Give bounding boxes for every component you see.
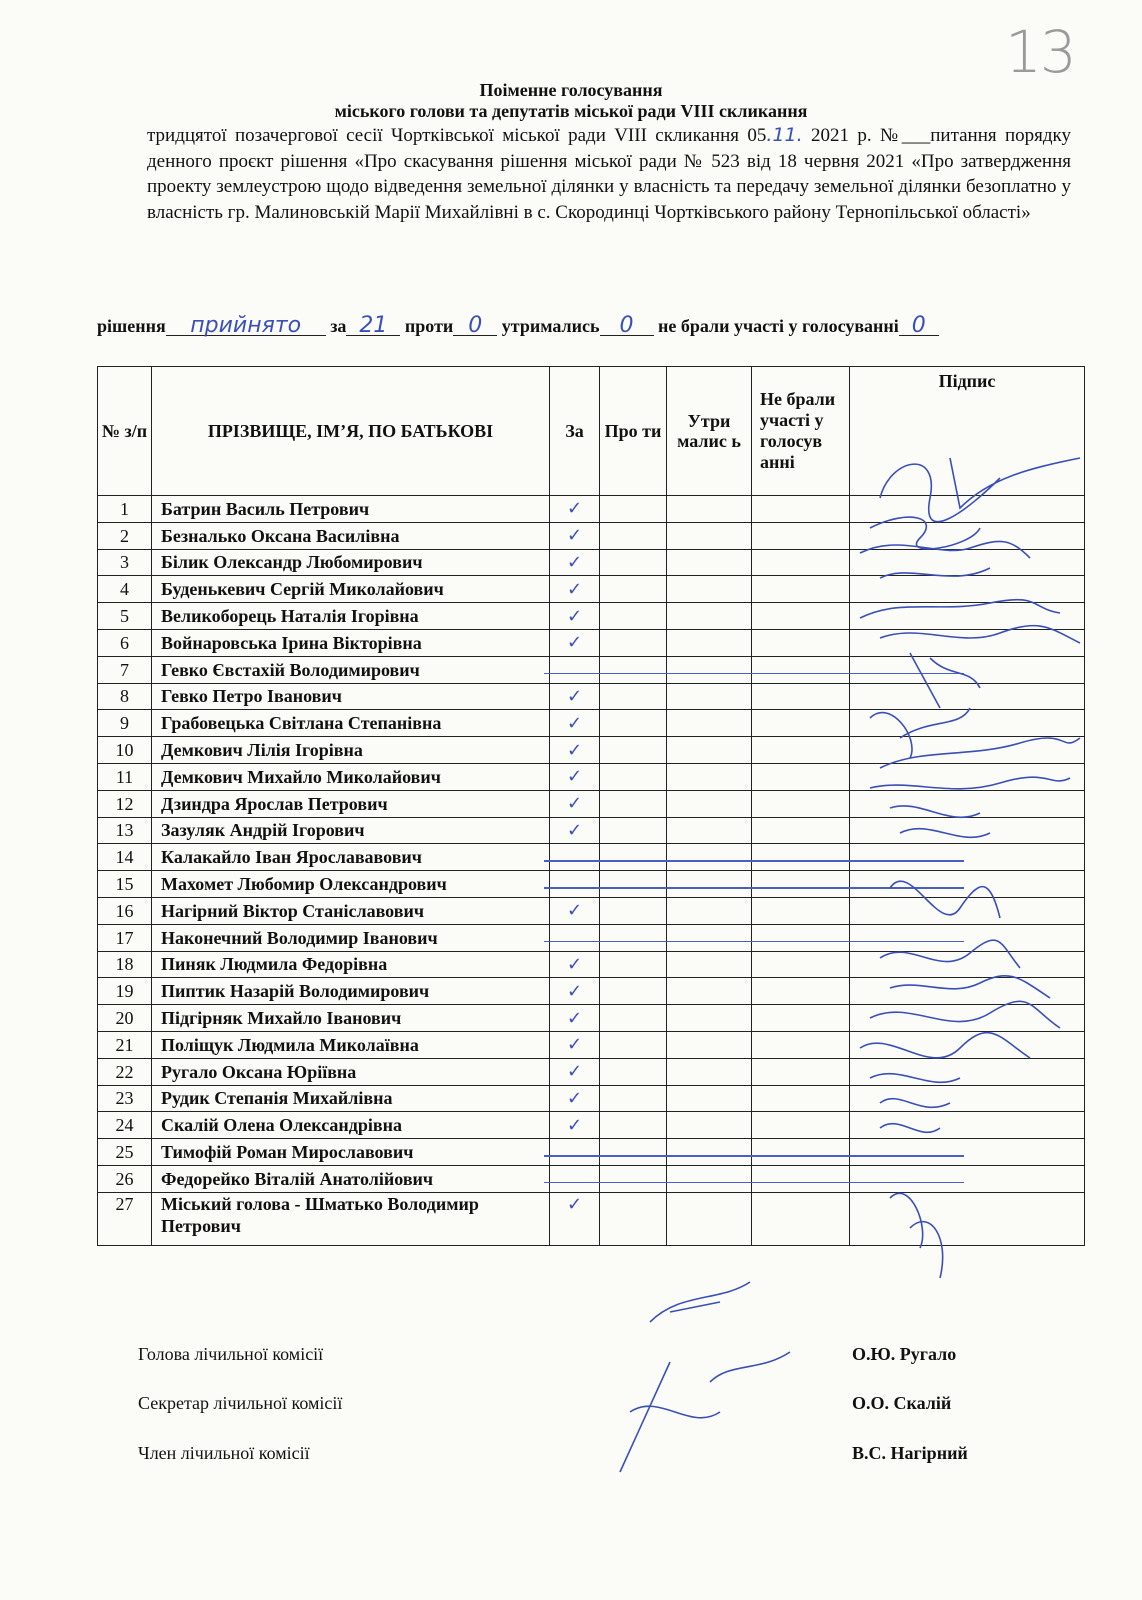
- vote-against-cell: [600, 844, 667, 871]
- vote-against-cell: [600, 1005, 667, 1032]
- row-number: 2: [98, 522, 152, 549]
- not-voted-cell: [752, 951, 850, 978]
- not-voted-cell: [752, 737, 850, 764]
- vote-against-cell: [600, 1085, 667, 1112]
- not-voted-cell: [752, 790, 850, 817]
- commission-chair-row: [138, 1344, 957, 1365]
- member-signature: [620, 1362, 720, 1472]
- not-voted-cell: [752, 978, 850, 1005]
- vote-against-cell: [600, 978, 667, 1005]
- deputy-name: Скалій Олена Олександрівна: [152, 1112, 550, 1139]
- not-voted-cell: [752, 1085, 850, 1112]
- deputy-name: Пиптик Назарій Володимирович: [152, 978, 550, 1005]
- vote-check-mark: ✓: [566, 793, 583, 815]
- vote-for-cell: [550, 1139, 600, 1166]
- row-number: 22: [98, 1058, 152, 1085]
- abstained-cell: [667, 951, 752, 978]
- vote-check-mark: ✓: [566, 766, 583, 788]
- vote-against-cell: [600, 522, 667, 549]
- vote-for-cell: [550, 656, 600, 683]
- not-voted-cell: [752, 763, 850, 790]
- commission-signatures: [600, 1262, 840, 1482]
- signature-18: [880, 940, 1020, 968]
- decision-summary: [97, 313, 1077, 338]
- col-header-abstained: Утри малис ь: [667, 367, 752, 496]
- deputy-name: Безналько Оксана Василівна: [152, 522, 550, 549]
- secretary-label: Секретар лічильної комісії: [138, 1393, 343, 1413]
- abstained-cell: [667, 844, 752, 871]
- row-number: 21: [98, 1031, 152, 1058]
- row-number: 27: [98, 1192, 152, 1245]
- deputy-name: Підгірняк Михайло Іванович: [152, 1005, 550, 1032]
- vote-for-cell: [550, 549, 600, 576]
- deputy-name: Наконечний Володимир Іванович: [152, 924, 550, 951]
- not-voted-cell: [752, 897, 850, 924]
- row-number: 19: [98, 978, 152, 1005]
- vote-against-cell: [600, 1165, 667, 1192]
- vote-check-mark: ✓: [566, 578, 583, 600]
- signature-20: [870, 1001, 1060, 1028]
- secretary-signature: [710, 1352, 790, 1382]
- signature-6: [880, 626, 1080, 643]
- row-number: 3: [98, 549, 152, 576]
- secretary-name: О.О. Скалій: [852, 1393, 952, 1413]
- row-number: 12: [98, 790, 152, 817]
- deputy-name: Демкович Михайло Миколайович: [152, 763, 550, 790]
- not-voted-value: 0: [911, 313, 926, 338]
- row-number: 13: [98, 817, 152, 844]
- signature-22: [870, 1074, 960, 1083]
- deputy-name: Батрин Василь Петрович: [152, 496, 550, 523]
- vote-against-cell: [600, 549, 667, 576]
- decision-label: рішення: [97, 316, 166, 336]
- row-number: 4: [98, 576, 152, 603]
- vote-check-mark: ✓: [566, 1193, 583, 1215]
- not-voted-cell: [752, 1139, 850, 1166]
- col-header-not-voted: Не брали участі у голосув анні: [752, 367, 850, 496]
- against-value: 0: [468, 313, 483, 338]
- vote-check-mark: ✓: [566, 980, 583, 1002]
- row-number: 11: [98, 763, 152, 790]
- not-voted-cell: [752, 576, 850, 603]
- abstained-cell: [667, 790, 752, 817]
- not-voted-cell: [752, 1005, 850, 1032]
- abstained-cell: [667, 549, 752, 576]
- decision-value: прийнято: [190, 313, 302, 338]
- chair-name: О.Ю. Ругало: [852, 1344, 957, 1364]
- row-number: 7: [98, 656, 152, 683]
- deputy-name: Нагірний Віктор Станіславович: [152, 897, 550, 924]
- deputy-name: Дзиндра Ярослав Петрович: [152, 790, 550, 817]
- not-voted-cell: [752, 1031, 850, 1058]
- vote-for-cell: [550, 817, 600, 844]
- vote-against-cell: [600, 629, 667, 656]
- not-voted-cell: [752, 1058, 850, 1085]
- vote-for-cell: [550, 1085, 600, 1112]
- vote-check-mark: ✓: [566, 739, 583, 761]
- vote-for-cell: [550, 1165, 600, 1192]
- vote-for-cell: [550, 1192, 600, 1245]
- abstained-cell: [667, 1031, 752, 1058]
- row-number: 1: [98, 496, 152, 523]
- chair-signature: [650, 1282, 750, 1322]
- vote-check-mark: ✓: [566, 712, 583, 734]
- not-voted-cell: [752, 496, 850, 523]
- not-voted-cell: [752, 683, 850, 710]
- commission-secretary-row: [138, 1393, 952, 1414]
- abstained-cell: [667, 1139, 752, 1166]
- vote-for-cell: [550, 951, 600, 978]
- vote-against-cell: [600, 897, 667, 924]
- signature-3: [860, 541, 1030, 558]
- row-number: 5: [98, 603, 152, 630]
- vote-for-cell: [550, 683, 600, 710]
- signature-9: [880, 738, 1080, 768]
- deputy-name: Поліщук Людмила Миколаївна: [152, 1031, 550, 1058]
- abstained-cell: [667, 897, 752, 924]
- vote-against-cell: [600, 1139, 667, 1166]
- vote-against-cell: [600, 656, 667, 683]
- vote-for-cell: [550, 978, 600, 1005]
- vote-against-cell: [600, 817, 667, 844]
- deputy-name: Пиняк Людмила Федорівна: [152, 951, 550, 978]
- abstained-cell: [667, 656, 752, 683]
- row-number: 23: [98, 1085, 152, 1112]
- deputy-name: Гевко Євстахій Володимирович: [152, 656, 550, 683]
- abstained-cell: [667, 683, 752, 710]
- vote-against-cell: [600, 790, 667, 817]
- vote-for-cell: [550, 790, 600, 817]
- vote-against-cell: [600, 1192, 667, 1245]
- abstained-cell: [667, 522, 752, 549]
- col-header-for: За: [550, 367, 600, 496]
- page-number: 13: [1005, 18, 1075, 86]
- deputy-name: Буденькевич Сергій Миколайович: [152, 576, 550, 603]
- not-voted-cell: [752, 924, 850, 951]
- abstained-cell: [667, 924, 752, 951]
- not-voted-cell: [752, 844, 850, 871]
- for-value-field: [346, 313, 400, 338]
- not-voted-cell: [752, 629, 850, 656]
- vote-check-mark: ✓: [566, 819, 583, 841]
- row-number: 24: [98, 1112, 152, 1139]
- row-number: 26: [98, 1165, 152, 1192]
- vote-for-cell: [550, 844, 600, 871]
- vote-for-cell: [550, 737, 600, 764]
- vote-check-mark: ✓: [566, 1061, 583, 1083]
- vote-check-mark: ✓: [566, 551, 583, 573]
- vote-for-cell: [550, 603, 600, 630]
- vote-check-mark: ✓: [566, 498, 583, 520]
- row-number: 6: [98, 629, 152, 656]
- vote-against-cell: [600, 763, 667, 790]
- deputy-name: Білик Олександр Любомирович: [152, 549, 550, 576]
- vote-for-cell: [550, 576, 600, 603]
- vote-check-mark: ✓: [566, 605, 583, 627]
- vote-check-mark: ✓: [566, 685, 583, 707]
- vote-against-cell: [600, 496, 667, 523]
- against-label: проти: [404, 316, 454, 336]
- vote-for-cell: [550, 871, 600, 898]
- intro-part-2: 2021 р. №___питання порядку денного проєкт рішення «Про скасування рішення міської ради № 523 від 18 червня 2021 «Про затвердження проекту землеустрою щодо відведення земельної ділянки у власність та передачу земельної ділянки безоплатно у власність гр. Малиновській Марії Михайлівні в с. Скородинці Чортківського району Тернопільської області»: [147, 125, 1072, 223]
- vote-check-mark: ✓: [566, 525, 583, 547]
- intro-part-1: тридцятої позачергової сесії Чортківської міської ради VIII скликання 05: [147, 125, 767, 146]
- vote-for-cell: [550, 924, 600, 951]
- col-header-signature: Підпис: [850, 367, 1085, 496]
- not-voted-cell: [752, 549, 850, 576]
- deputy-name: Рудик Степанія Михайлівна: [152, 1085, 550, 1112]
- vote-for-cell: [550, 1031, 600, 1058]
- signature-27: [890, 1193, 943, 1278]
- vote-against-cell: [600, 576, 667, 603]
- not-voted-cell: [752, 1112, 850, 1139]
- vote-for-cell: [550, 1058, 600, 1085]
- signature-2: [870, 517, 980, 549]
- not-voted-cell: [752, 817, 850, 844]
- deputy-name: Гевко Петро Іванович: [152, 683, 550, 710]
- signature-11: [890, 806, 980, 817]
- signature-12: [900, 829, 990, 838]
- abstained-cell: [667, 1005, 752, 1032]
- signature-7: [910, 653, 980, 708]
- not-voted-cell: [752, 871, 850, 898]
- row-number: 20: [98, 1005, 152, 1032]
- abstained-cell: [667, 603, 752, 630]
- deputy-name: Калакайло Іван Ярослававович: [152, 844, 550, 871]
- not-voted-cell: [752, 656, 850, 683]
- vote-check-mark: ✓: [566, 1114, 583, 1136]
- vote-against-cell: [600, 951, 667, 978]
- intro-paragraph: [147, 123, 1071, 225]
- col-header-against: Про ти: [600, 367, 667, 496]
- signature-24: [880, 1124, 940, 1133]
- abstained-value-field: [600, 313, 654, 338]
- not-voted-cell: [752, 522, 850, 549]
- signature-8: [870, 708, 970, 758]
- vote-check-mark: ✓: [566, 900, 583, 922]
- row-number: 14: [98, 844, 152, 871]
- abstained-label: утримались: [501, 316, 600, 336]
- vote-check-mark: ✓: [566, 953, 583, 975]
- signature-16: [890, 881, 1000, 918]
- abstained-cell: [667, 1165, 752, 1192]
- abstained-cell: [667, 1085, 752, 1112]
- signature-10: [870, 777, 1070, 789]
- abstained-cell: [667, 496, 752, 523]
- deputy-name: Федорейко Віталій Анатолійович: [152, 1165, 550, 1192]
- row-number: 9: [98, 710, 152, 737]
- not-voted-cell: [752, 1192, 850, 1245]
- row-number: 18: [98, 951, 152, 978]
- member-label: Член лічильної комісії: [138, 1443, 310, 1463]
- signature-4: [880, 568, 990, 578]
- signature-23: [880, 1099, 950, 1108]
- vote-for-cell: [550, 629, 600, 656]
- abstained-cell: [667, 978, 752, 1005]
- vote-check-mark: ✓: [566, 1007, 583, 1029]
- chair-label: Голова лічильної комісії: [138, 1344, 324, 1364]
- abstained-cell: [667, 576, 752, 603]
- signature-21: [860, 1033, 1030, 1058]
- deputy-name: Демкович Лілія Ігорівна: [152, 737, 550, 764]
- abstained-cell: [667, 737, 752, 764]
- deputy-name: Грабовецька Світлана Степанівна: [152, 710, 550, 737]
- vote-for-cell: [550, 1112, 600, 1139]
- abstained-cell: [667, 871, 752, 898]
- intro-date-handwritten: .11.: [766, 124, 803, 146]
- abstained-cell: [667, 817, 752, 844]
- vote-against-cell: [600, 1112, 667, 1139]
- vote-against-cell: [600, 683, 667, 710]
- row-number: 17: [98, 924, 152, 951]
- vote-for-cell: [550, 710, 600, 737]
- vote-check-mark: ✓: [566, 1034, 583, 1056]
- abstained-cell: [667, 1058, 752, 1085]
- commission-member-row: [138, 1443, 968, 1464]
- vote-against-cell: [600, 1058, 667, 1085]
- row-number: 10: [98, 737, 152, 764]
- deputy-name: Войнаровська Ірина Вікторівна: [152, 629, 550, 656]
- deputy-name: Великоборець Наталія Ігорівна: [152, 603, 550, 630]
- vote-for-cell: [550, 897, 600, 924]
- vote-against-cell: [600, 1031, 667, 1058]
- abstained-cell: [667, 1192, 752, 1245]
- for-value: 21: [359, 313, 388, 338]
- abstained-cell: [667, 710, 752, 737]
- vote-for-cell: [550, 496, 600, 523]
- row-number: 25: [98, 1139, 152, 1166]
- member-name: В.С. Нагірний: [852, 1443, 968, 1463]
- decision-value-field: [166, 313, 326, 338]
- not-voted-value-field: [899, 313, 939, 338]
- deputy-name: Зазуляк Андрій Ігорович: [152, 817, 550, 844]
- deputy-name: Ругало Оксана Юріївна: [152, 1058, 550, 1085]
- vote-check-mark: ✓: [566, 1087, 583, 1109]
- abstained-cell: [667, 629, 752, 656]
- abstained-cell: [667, 1112, 752, 1139]
- col-header-name: ПРІЗВИЩЕ, ІМ’Я, ПО БАТЬКОВІ: [152, 367, 550, 496]
- vote-against-cell: [600, 710, 667, 737]
- vote-check-mark: ✓: [566, 632, 583, 654]
- signature-1: [880, 458, 1080, 522]
- vote-for-cell: [550, 763, 600, 790]
- vote-for-cell: [550, 522, 600, 549]
- not-voted-cell: [752, 710, 850, 737]
- against-value-field: [453, 313, 497, 338]
- signature-5: [860, 600, 1060, 618]
- vote-for-cell: [550, 1005, 600, 1032]
- row-number: 8: [98, 683, 152, 710]
- signatures-column: [850, 438, 1090, 1298]
- vote-against-cell: [600, 737, 667, 764]
- abstained-cell: [667, 763, 752, 790]
- document-title: Поіменне голосування: [479, 80, 663, 100]
- deputy-name: Махомет Любомир Олександрович: [152, 871, 550, 898]
- row-number: 16: [98, 897, 152, 924]
- not-voted-cell: [752, 1165, 850, 1192]
- deputy-name: Тимофій Роман Мирославович: [152, 1139, 550, 1166]
- row-number: 15: [98, 871, 152, 898]
- for-label: за: [330, 316, 347, 336]
- col-header-num: № з/п: [98, 367, 152, 496]
- vote-against-cell: [600, 924, 667, 951]
- document-subtitle: міського голови та депутатів міської ради VIII скликання: [334, 101, 808, 121]
- not-voted-label: не брали участі у голосуванні: [658, 316, 899, 336]
- not-voted-cell: [752, 603, 850, 630]
- abstained-value: 0: [619, 313, 634, 338]
- deputy-name: Міський голова - Шматько Володимир Петрович: [152, 1192, 550, 1245]
- vote-against-cell: [600, 871, 667, 898]
- signature-19: [890, 976, 1050, 998]
- vote-against-cell: [600, 603, 667, 630]
